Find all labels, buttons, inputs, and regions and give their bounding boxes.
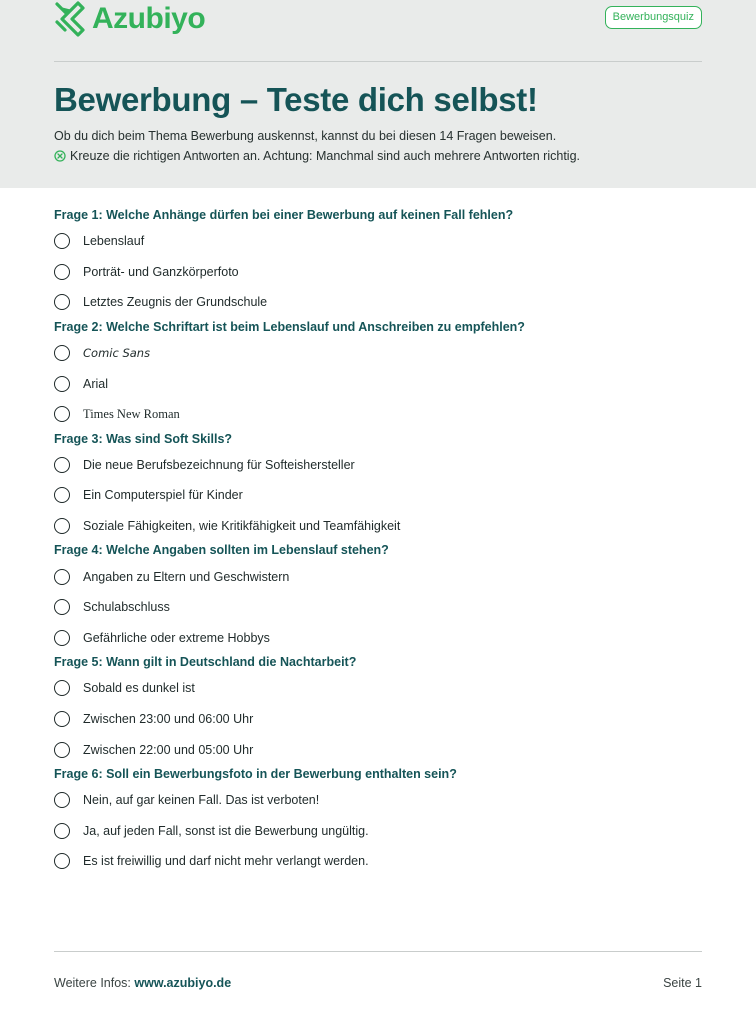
radio-button[interactable] <box>54 518 70 534</box>
answer-option[interactable] <box>54 561 702 592</box>
radio-button[interactable] <box>54 630 70 646</box>
answer-option[interactable] <box>54 450 702 481</box>
question-1 <box>54 206 702 318</box>
answer-option[interactable] <box>54 592 702 623</box>
option-label: Lebenslauf <box>83 234 145 249</box>
hint-line <box>54 149 580 163</box>
radio-button[interactable] <box>54 680 70 696</box>
answer-option[interactable] <box>54 338 702 369</box>
radio-button[interactable] <box>54 569 70 585</box>
option-label: Times New Roman <box>83 406 180 421</box>
option-label: Letztes Zeugnis der Grundschule <box>83 295 268 310</box>
answer-option[interactable] <box>54 368 702 399</box>
footer-info-label: Weitere Infos: <box>54 976 131 990</box>
question-4 <box>54 541 702 653</box>
radio-button[interactable] <box>54 599 70 615</box>
option-label: Sobald es dunkel ist <box>83 681 195 696</box>
question-title: Frage 2: Welche Schriftart ist beim Lebenslauf und Anschreiben zu empfehlen? <box>54 319 525 334</box>
answer-option[interactable] <box>54 399 702 430</box>
radio-button[interactable] <box>54 853 70 869</box>
answer-option[interactable] <box>54 734 702 765</box>
question-list <box>54 206 702 877</box>
option-label: Arial <box>83 376 109 391</box>
answer-option[interactable] <box>54 480 702 511</box>
option-label: Soziale Fähigkeiten, wie Kritikfähigkeit und Teamfähigkeit <box>83 519 401 534</box>
option-label: Zwischen 22:00 und 05:00 Uhr <box>83 742 254 757</box>
option-label: Angaben zu Eltern und Geschwistern <box>83 569 290 584</box>
divider <box>54 61 702 62</box>
option-label: Porträt- und Ganzkörperfoto <box>83 264 239 279</box>
website-link[interactable]: www.azubiyo.de <box>134 976 232 990</box>
radio-button[interactable] <box>54 487 70 503</box>
question-3 <box>54 430 702 542</box>
radio-button[interactable] <box>54 376 70 392</box>
option-label: Ein Computerspiel für Kinder <box>83 488 243 503</box>
answer-option[interactable] <box>54 511 702 542</box>
question-title: Frage 6: Soll ein Bewerbungsfoto in der Bewerbung enthalten sein? <box>54 766 457 781</box>
radio-button[interactable] <box>54 406 70 422</box>
option-label: Schulabschluss <box>83 600 170 615</box>
radio-button[interactable] <box>54 457 70 473</box>
page-number: Seite 1 <box>663 976 702 990</box>
footer-info <box>54 976 231 990</box>
question-2 <box>54 318 702 430</box>
azubiyo-logo-icon <box>54 1 86 37</box>
radio-button[interactable] <box>54 345 70 361</box>
answer-option[interactable] <box>54 257 702 288</box>
radio-button[interactable] <box>54 294 70 310</box>
divider <box>54 951 702 952</box>
answer-option[interactable] <box>54 673 702 704</box>
question-title: Frage 5: Wann gilt in Deutschland die Nachtarbeit? <box>54 655 357 670</box>
intro-text: Ob du dich beim Thema Bewerbung auskennst, kannst du bei diesen 14 Fragen beweisen. <box>54 129 557 143</box>
option-label: Zwischen 23:00 und 06:00 Uhr <box>83 712 254 727</box>
radio-button[interactable] <box>54 792 70 808</box>
option-label: Gefährliche oder extreme Hobbys <box>83 630 270 645</box>
option-label: Nein, auf gar keinen Fall. Das ist verboten! <box>83 793 320 808</box>
answer-option[interactable] <box>54 623 702 654</box>
radio-button[interactable] <box>54 711 70 727</box>
question-6 <box>54 765 702 877</box>
radio-button[interactable] <box>54 264 70 280</box>
hint-text: Kreuze die richtigen Antworten an. Achtung: Manchmal sind auch mehrere Antworten richtig. <box>70 149 581 163</box>
option-label: Ja, auf jeden Fall, sonst ist die Bewerbung ungültig. <box>83 823 369 838</box>
radio-button[interactable] <box>54 823 70 839</box>
option-label: Die neue Berufsbezeichnung für Softeishersteller <box>83 457 355 472</box>
radio-button[interactable] <box>54 742 70 758</box>
answer-option[interactable] <box>54 785 702 816</box>
answer-option[interactable] <box>54 287 702 318</box>
option-label: Comic Sans <box>83 346 151 361</box>
question-5 <box>54 653 702 765</box>
answer-option[interactable] <box>54 704 702 735</box>
answer-option[interactable] <box>54 846 702 877</box>
quiz-badge: Bewerbungsquiz <box>605 6 702 29</box>
logo-text: Azubiyo <box>92 2 206 35</box>
logo[interactable] <box>54 0 205 38</box>
check-circle-icon <box>54 150 66 162</box>
question-title: Frage 1: Welche Anhänge dürfen bei einer Bewerbung auf keinen Fall fehlen? <box>54 208 514 222</box>
option-label: Es ist freiwillig und darf nicht mehr verlangt werden. <box>83 854 369 869</box>
question-title: Frage 3: Was sind Soft Skills? <box>54 431 233 446</box>
question-title: Frage 4: Welche Angaben sollten im Lebenslauf stehen? <box>54 543 389 558</box>
answer-option[interactable] <box>54 226 702 257</box>
answer-option[interactable] <box>54 816 702 847</box>
page-title: Bewerbung – Teste dich selbst! <box>54 81 538 118</box>
radio-button[interactable] <box>54 233 70 249</box>
